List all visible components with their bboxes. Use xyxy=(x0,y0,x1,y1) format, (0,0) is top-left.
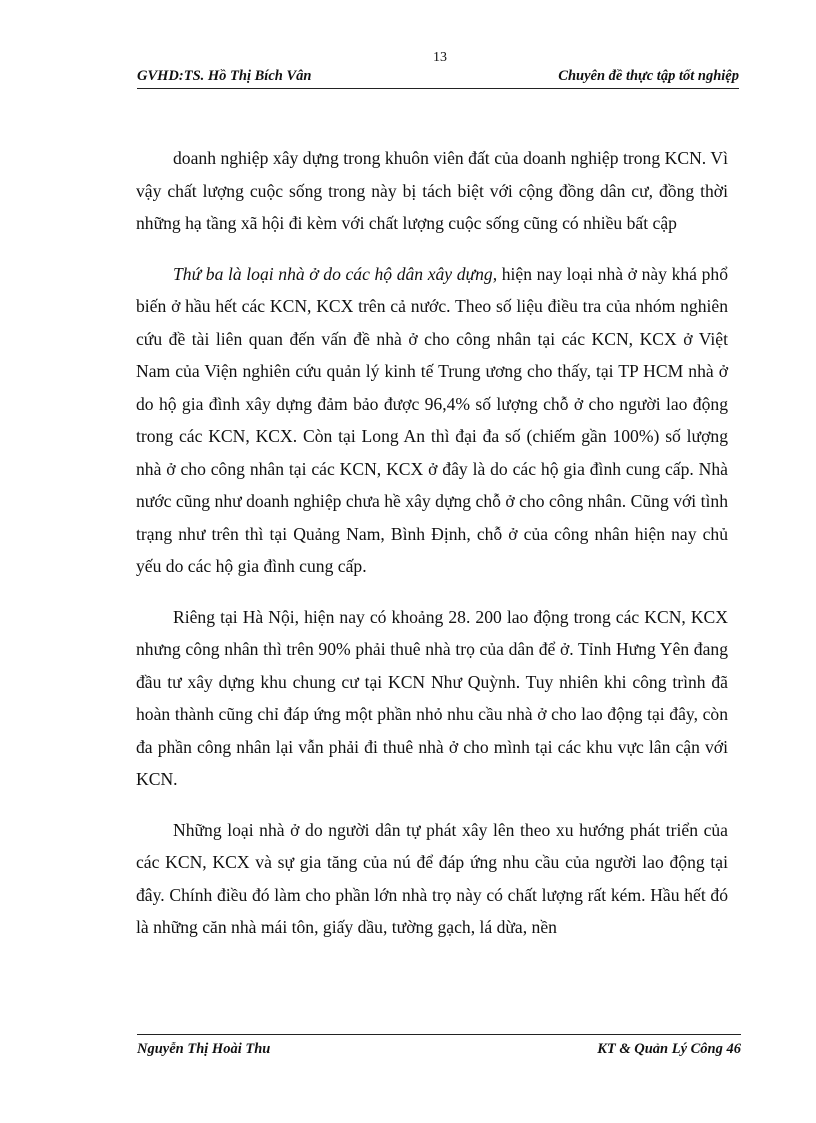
page-footer xyxy=(137,1034,741,1061)
paragraph-3 xyxy=(136,601,728,796)
paragraph-2-text: hiện nay loại nhà ở này khá phổ biến ở hầu hết các KCN, KCX trên cả nước. Theo số liệu điều tra của nhóm nghiên cứu đề tài liên quan đến vấn đề nhà ở cho công nhân tại các KCN, KCX ở Việt Nam của Viện nghiên cứu quản lý kinh tế Trung ương cho thấy, tại TP HCM nhà ở do hộ gia đình xây dựng đảm bảo được 96,4% số lượng chỗ ở cho người lao động trong các KCN, KCX. Còn tại Long An thì đại đa số (chiếm gần 100%) số lượng nhà ở cho công nhân tại các KCN, KCX ở đây là do các hộ gia đình cung cấp. Nhà nước cũng như doanh nghiệp chưa hề xây dựng chỗ ở cho công nhân. Cũng với tình trạng như trên thì tại Quảng Nam, Bình Định, chỗ ở của công nhân hiện nay chủ yếu do các hộ gia đình cung cấp. xyxy=(136,263,728,576)
paragraph-3-text: Riêng tại Hà Nội, hiện nay có khoảng 28. 200 lao động trong các KCN, KCX nhưng công nhân thì trên 90% phải thuê nhà trọ của dân để ở. Tỉnh Hưng Yên đang đầu tư xây dựng khu chung cư tại KCN Như Quỳnh. Tuy nhiên khi công trình đã hoàn thành cũng chỉ đáp ứng một phần nhỏ nhu cầu nhà ở cho lao động tại đây, còn đa phần công nhân lại vẫn phải đi thuê nhà ở cho mình tại các khu vực lân cận với KCN. xyxy=(136,606,728,789)
page-header xyxy=(137,68,739,89)
paragraph-2 xyxy=(136,258,728,583)
footer-author: Nguyễn Thị Hoài Thu xyxy=(137,1041,271,1057)
header-advisor: GVHD:TS. Hồ Thị Bích Vân xyxy=(137,68,312,84)
paragraph-1 xyxy=(136,142,728,240)
header-title: Chuyên đề thực tập tốt nghiệp xyxy=(558,68,739,84)
page-number: 13 xyxy=(433,50,447,65)
paragraph-4-text: Những loại nhà ở do người dân tự phát xây lên theo xu hướng phát triển của các KCN, KCX và sự gia tăng của nú để đáp ứng nhu cầu của người lao động tại đây. Chính điều đó làm cho phần lớn nhà trọ này có chất lượng rất kém. Hầu hết đó là những căn nhà mái tôn, giấy dầu, tường gạch, lá dừa, nền xyxy=(136,819,728,937)
footer-class: KT & Quản Lý Công 46 xyxy=(597,1041,741,1057)
paragraph-1-text: doanh nghiệp xây dựng trong khuôn viên đất của doanh nghiệp trong KCN. Vì vậy chất lượng cuộc sống trong này bị tách biệt với cộng đồng dân cư, đồng thời những hạ tầng xã hội đi kèm với chất lượng cuộc sống cũng có nhiều bất cập xyxy=(136,148,728,233)
body-text xyxy=(136,142,728,962)
paragraph-4 xyxy=(136,814,728,944)
paragraph-2-emphasis: Thứ ba là loại nhà ở do các hộ dân xây dựng, xyxy=(173,263,498,284)
